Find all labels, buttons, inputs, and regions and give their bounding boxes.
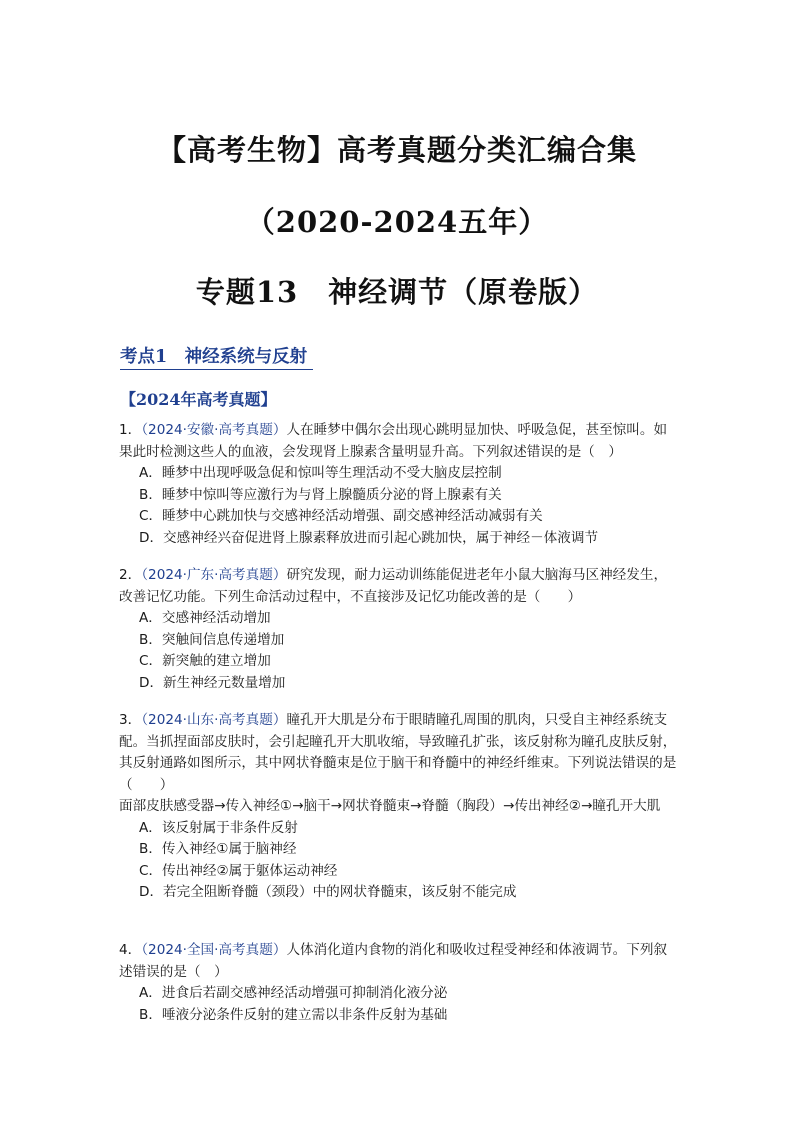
option-a: A．进食后若副交感神经活动增强可抑制消化液分泌 bbox=[139, 985, 448, 1001]
option-d: D．若完全阻断脊髓（颈段）中的网状脊髓束，该反射不能完成 bbox=[139, 884, 517, 900]
question-number: 1． bbox=[119, 422, 142, 438]
option-a: A．该反射属于非条件反射 bbox=[139, 819, 298, 836]
question-stem bbox=[119, 420, 679, 463]
subsection-heading: 【2024年高考真题】 bbox=[120, 390, 277, 409]
option-c: C．传出神经②属于躯体运动神经 bbox=[139, 862, 338, 879]
question-1 bbox=[119, 420, 679, 549]
question-stem bbox=[119, 710, 679, 796]
question-text: 人体消化道内食物的消化和吸收过程受神经和体液调节。下列叙述错误的是（ ） bbox=[119, 942, 668, 980]
question-source: （2024·山东·高考真题） bbox=[141, 712, 287, 728]
question-number: 2． bbox=[119, 567, 142, 583]
option-a: A．交感神经活动增加 bbox=[139, 610, 271, 626]
option-b: B．传入神经①属于脑神经 bbox=[139, 841, 297, 857]
section-heading: 考点1 神经系统与反射 bbox=[120, 343, 313, 370]
question-stem bbox=[119, 940, 679, 983]
question-stem bbox=[119, 565, 679, 608]
reflex-pathway: 面部皮肤感受器→传入神经①→脑干→网状脊髓束→脊髓（胸段）→传出神经②→瞳孔开大肌 bbox=[119, 798, 661, 814]
question-4 bbox=[119, 940, 679, 1026]
question-number: 4． bbox=[119, 942, 142, 958]
option-d: D．交感神经兴奋促进肾上腺素释放进而引起心跳加快，属于神经－体液调节 bbox=[139, 529, 599, 546]
option-b: B．突触间信息传递增加 bbox=[139, 631, 285, 648]
question-source: （2024·安徽·高考真题） bbox=[141, 422, 287, 438]
document-year-range: （2020-2024五年） bbox=[245, 205, 549, 239]
question-text: 瞳孔开大肌是分布于眼睛瞳孔周围的肌肉，只受自主神经系统支配。当抓捏面部皮肤时，会引起瞳孔开大肌收缩，导致瞳孔扩张，该反射称为瞳孔皮肤反射，其反射通路如图所示，其中网状脊髓束是位于脑干和脊髓中的神经纤维束。下列说法错误的是（ ） bbox=[119, 712, 677, 793]
question-source: （2024·广东·高考真题） bbox=[141, 567, 287, 583]
document-title: 【高考生物】高考真题分类汇编合集 bbox=[156, 133, 637, 167]
question-text: 研究发现，耐力运动训练能促进老年小鼠大脑海马区神经发生，改善记忆功能。下列生命活动过程中，不直接涉及记忆功能改善的是（ ） bbox=[119, 567, 668, 605]
option-d: D．新生神经元数量增加 bbox=[139, 674, 286, 691]
option-a: A．睡梦中出现呼吸急促和惊叫等生理活动不受大脑皮层控制 bbox=[139, 465, 502, 481]
option-c: C．新突触的建立增加 bbox=[139, 653, 271, 669]
question-3 bbox=[119, 710, 679, 904]
topic-title: 专题13 神经调节（原卷版） bbox=[195, 275, 599, 309]
question-source: （2024·全国·高考真题） bbox=[141, 942, 287, 958]
option-b: B．睡梦中惊叫等应激行为与肾上腺髓质分泌的肾上腺素有关 bbox=[139, 486, 502, 503]
question-text: 人在睡梦中偶尔会出现心跳明显加快、呼吸急促，甚至惊叫。如果此时检测这些人的血液，会发现肾上腺素含量明显升高。下列叙述错误的是（ ） bbox=[119, 422, 668, 460]
question-number: 3． bbox=[119, 712, 142, 728]
option-b: B．唾液分泌条件反射的建立需以非条件反射为基础 bbox=[139, 1006, 448, 1023]
question-2 bbox=[119, 565, 679, 694]
option-c: C．睡梦中心跳加快与交感神经活动增强、副交感神经活动减弱有关 bbox=[139, 508, 543, 524]
